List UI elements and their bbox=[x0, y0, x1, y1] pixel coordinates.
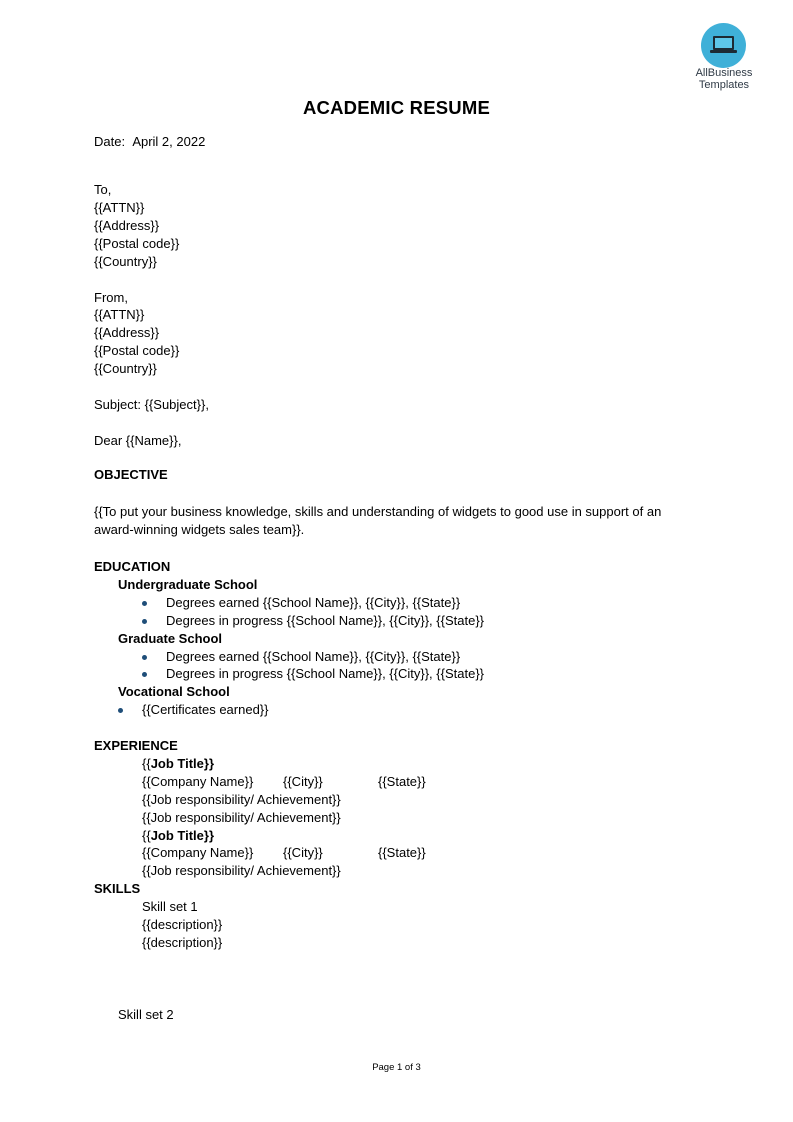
job-responsibility: {{Job responsibility/ Achievement}} bbox=[142, 810, 341, 825]
skills-heading: SKILLS bbox=[94, 881, 141, 896]
laptop-icon bbox=[701, 23, 746, 68]
brand-line-2: Templates bbox=[698, 79, 750, 91]
from-country: {{Country}} bbox=[94, 361, 157, 376]
certificates-earned: {{Certificates earned}} bbox=[142, 702, 269, 717]
skill-description: {{description}} bbox=[142, 917, 223, 932]
objective-text-line-1: {{To put your business knowledge, skills and understanding of widgets to good use in support of an bbox=[94, 504, 662, 519]
from-heading: From, bbox=[94, 290, 128, 305]
job-title-text: Job Title}} bbox=[150, 828, 215, 843]
bullet-icon bbox=[142, 619, 147, 624]
vocational-school-title: Vocational School bbox=[118, 684, 230, 699]
to-country: {{Country}} bbox=[94, 254, 157, 269]
grad-degree-earned: Degrees earned {{School Name}}, {{City}}, {{State}} bbox=[166, 649, 461, 664]
company-city: {{City}} bbox=[283, 845, 323, 860]
job-title-text: Job Title}} bbox=[150, 756, 215, 771]
job-responsibility: {{Job responsibility/ Achievement}} bbox=[142, 792, 341, 807]
skill-description: {{description}} bbox=[142, 935, 223, 950]
graduate-school-title: Graduate School bbox=[118, 631, 223, 646]
job-title-open: {{ bbox=[142, 828, 151, 843]
objective-text-line-2: award-winning widgets sales team}}. bbox=[94, 522, 305, 537]
job-title bbox=[142, 755, 214, 773]
date-line bbox=[94, 133, 205, 151]
job-responsibility: {{Job responsibility/ Achievement}} bbox=[142, 863, 341, 878]
experience-heading: EXPERIENCE bbox=[94, 738, 178, 753]
bullet-icon bbox=[142, 655, 147, 660]
from-postal-code: {{Postal code}} bbox=[94, 343, 180, 358]
to-heading: To, bbox=[94, 182, 112, 197]
company-city: {{City}} bbox=[283, 774, 323, 789]
date-value: April 2, 2022 bbox=[132, 134, 206, 149]
company-name: {{Company Name}} bbox=[142, 845, 254, 860]
undergrad-degree-earned: Degrees earned {{School Name}}, {{City}}, {{State}} bbox=[166, 595, 461, 610]
from-attn: {{ATTN}} bbox=[94, 307, 145, 322]
date-label: Date: bbox=[94, 134, 126, 149]
bullet-icon bbox=[118, 708, 123, 713]
from-address: {{Address}} bbox=[94, 325, 160, 340]
undergraduate-school-title: Undergraduate School bbox=[118, 577, 258, 592]
skill-set-1-name: Skill set 1 bbox=[142, 899, 198, 914]
objective-heading: OBJECTIVE bbox=[94, 467, 168, 482]
company-name: {{Company Name}} bbox=[142, 774, 254, 789]
job-title-open: {{ bbox=[142, 756, 151, 771]
page-number: Page 1 of 3 bbox=[372, 1062, 421, 1073]
page-title: ACADEMIC RESUME bbox=[303, 97, 490, 118]
education-heading: EDUCATION bbox=[94, 559, 171, 574]
skill-set-2-name: Skill set 2 bbox=[118, 1007, 174, 1022]
to-attn: {{ATTN}} bbox=[94, 200, 145, 215]
company-state: {{State}} bbox=[378, 774, 426, 789]
brand-name bbox=[688, 67, 760, 91]
logo-circle bbox=[701, 23, 746, 68]
job-title bbox=[142, 827, 214, 845]
to-address: {{Address}} bbox=[94, 218, 160, 233]
grad-degree-in-progress: Degrees in progress {{School Name}}, {{City}}, {{State}} bbox=[166, 666, 484, 681]
bullet-icon bbox=[142, 601, 147, 606]
bullet-icon bbox=[142, 672, 147, 677]
brand-line-1: AllBusiness bbox=[695, 67, 753, 79]
undergrad-degree-in-progress: Degrees in progress {{School Name}}, {{City}}, {{State}} bbox=[166, 613, 484, 628]
company-state: {{State}} bbox=[378, 845, 426, 860]
subject-line: Subject: {{Subject}}, bbox=[94, 397, 209, 412]
to-postal-code: {{Postal code}} bbox=[94, 236, 180, 251]
salutation: Dear {{Name}}, bbox=[94, 433, 182, 448]
